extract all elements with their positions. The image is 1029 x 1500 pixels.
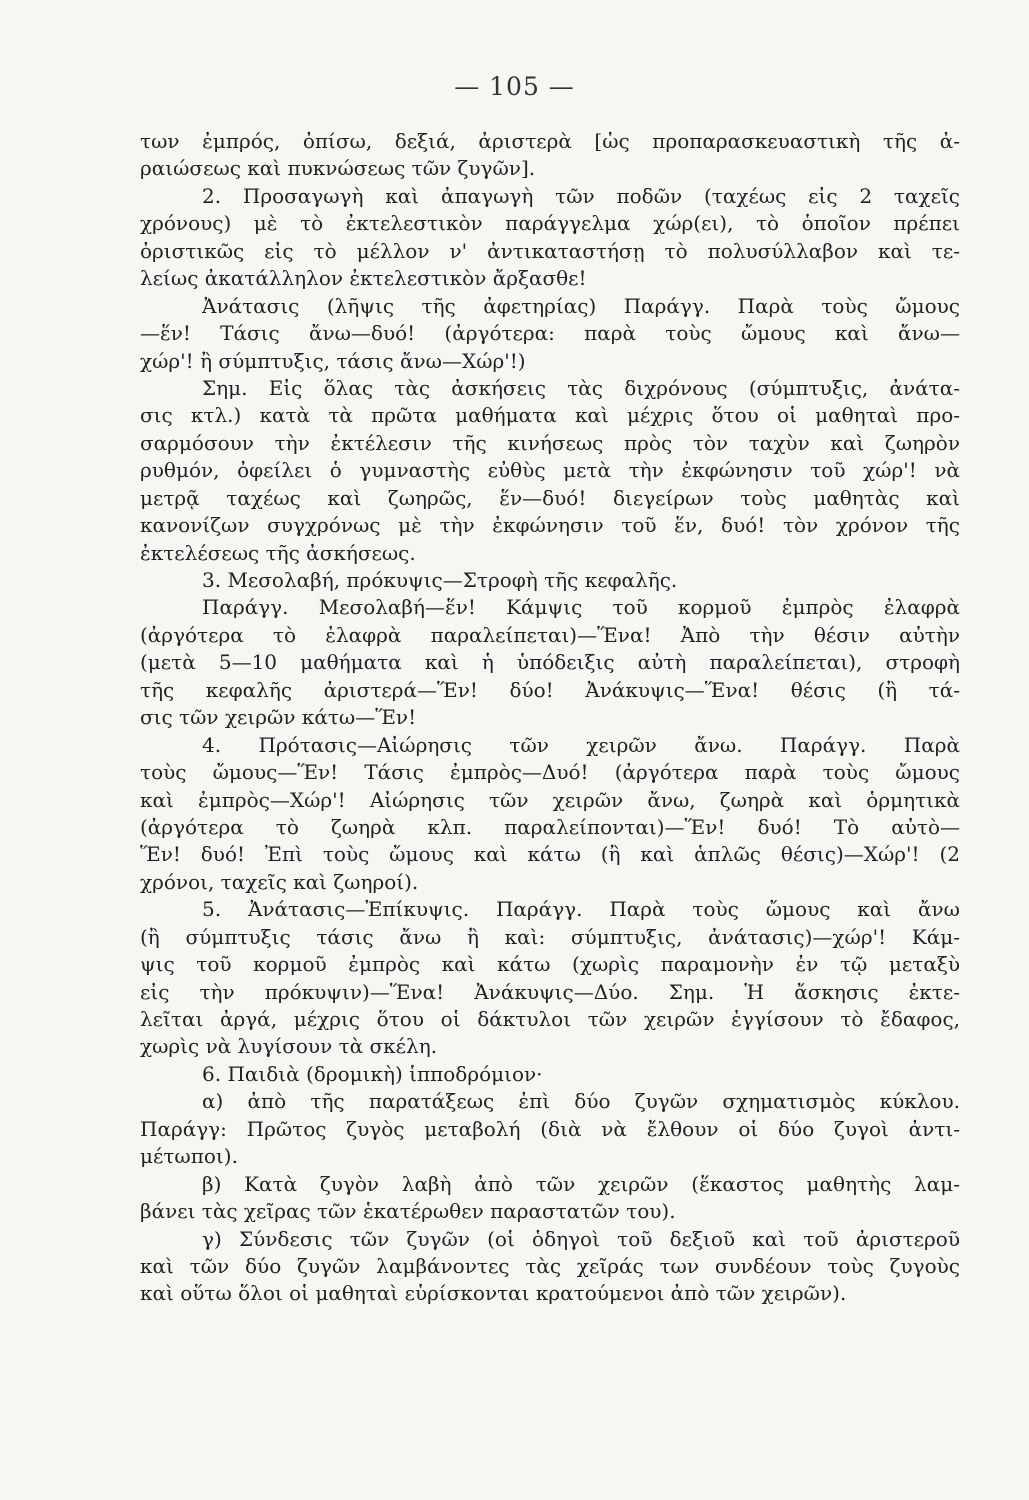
- text-line: καὶ ἐμπρὸς—Χώρ'! Αἰώρησις τῶν χειρῶν ἄνω, ζωηρὰ καὶ ὁρμητικὰ: [140, 787, 960, 812]
- text-line: 2. Προσαγωγὴ καὶ ἀπαγωγὴ τῶν ποδῶν (ταχέως εἰς 2 ταχεῖς: [202, 183, 960, 208]
- text-line: τῆς κεφαλῆς ἀριστερά—Ἕν! δύο! Ἀνάκυψις—Ἕνα! θέσις (ἢ τά-: [140, 677, 960, 702]
- text-line: Ἀνάτασις (λῆψις τῆς ἀφετηρίας) Παράγγ. Παρὰ τοὺς ὤμους: [202, 293, 960, 318]
- text-line: ψις τοῦ κορμοῦ ἐμπρὸς καὶ κάτω (χωρὶς παραμονὴν ἐν τῷ μεταξὺ: [140, 952, 960, 977]
- text-body: [140, 128, 960, 1308]
- text-line: Σημ. Εἰς ὅλας τὰς ἀσκήσεις τὰς διχρόνους (σύμπτυξις, ἀνάτα-: [202, 375, 960, 400]
- text-line: χώρ'! ἢ σύμπτυξις, τάσις ἄνω—Χώρ'!): [140, 348, 526, 373]
- text-line: σις κτλ.) κατὰ τὰ πρῶτα μαθήματα καὶ μέχρις ὅτου οἱ μαθηταὶ προ-: [140, 403, 960, 428]
- text-line: Παράγγ: Πρῶτος ζυγὸς μεταβολή (διὰ νὰ ἔλθουν οἱ δύο ζυγοὶ ἀντι-: [140, 1116, 960, 1141]
- page-number: — 105 —: [454, 72, 575, 101]
- text-line: καὶ οὕτω ὅλοι οἱ μαθηταὶ εὑρίσκονται κρατούμενοι ἀπὸ τῶν χειρῶν).: [140, 1281, 847, 1306]
- text-line: μετρᾷ ταχέως καὶ ζωηρῶς, ἕν—δυό! διεγείρων τοὺς μαθητὰς καὶ: [140, 485, 960, 510]
- text-line: 6. Παιδιὰ (δρομικὴ) ἱπποδρόμιον·: [202, 1061, 543, 1086]
- text-line: (ἀργότερα τὸ ἐλαφρὰ παραλείπεται)—Ἕνα! Ἀπὸ τὴν θέσιν αὐτὴν: [140, 622, 960, 647]
- text-line: εἰς τὴν πρόκυψιν)—Ἕνα! Ἀνάκυψις—Δύο. Σημ. Ἡ ἄσκησις ἐκτε-: [140, 979, 960, 1004]
- text-line: χρόνους) μὲ τὸ ἐκτελεστικὸν παράγγελμα χώρ(ει), τὸ ὁποῖον πρέπει: [140, 211, 960, 236]
- text-line: (μετὰ 5—10 μαθήματα καὶ ἡ ὑπόδειξις αὐτὴ παραλείπεται), στροφὴ: [140, 650, 960, 675]
- text-line: —ἕν! Τάσις ἄνω—δυό! (ἀργότερα: παρὰ τοὺς ὤμους καὶ ἄνω—: [140, 321, 960, 346]
- text-line: β) Κατὰ ζυγὸν λαβὴ ἀπὸ τῶν χειρῶν (ἕκαστος μαθητὴς λαμ-: [202, 1171, 960, 1196]
- text-line: 4. Πρότασις—Αἰώρησις τῶν χειρῶν ἄνω. Παράγγ. Παρὰ: [202, 732, 960, 757]
- text-line: ρυθμόν, ὀφείλει ὁ γυμναστὴς εὐθὺς μετὰ τὴν ἐκφώνησιν τοῦ χώρ'! νὰ: [140, 458, 960, 483]
- text-line: α) ἀπὸ τῆς παρατάξεως ἐπὶ δύο ζυγῶν σχηματισμὸς κύκλου.: [202, 1089, 960, 1114]
- text-line: 3. Μεσολαβή, πρόκυψις—Στροφὴ τῆς κεφαλῆς.: [202, 568, 678, 592]
- text-line: κανονίζων συγχρόνως μὲ τὴν ἐκφώνησιν τοῦ ἕν, δυό! τὸν χρόνον τῆς: [140, 513, 960, 538]
- text-line: (ἢ σύμπτυξις τάσις ἄνω ἢ καὶ: σύμπτυξις, ἀνάτασις)—χώρ'! Κάμ-: [140, 924, 960, 949]
- text-line: μέτωποι).: [140, 1144, 238, 1169]
- text-line: 5. Ἀνάτασις—Ἐπίκυψις. Παράγγ. Παρὰ τοὺς ὤμους καὶ ἄνω: [202, 897, 960, 922]
- text-line: ραιώσεως καὶ πυκνώσεως τῶν ζυγῶν].: [140, 156, 536, 181]
- text-line: χρόνοι, ταχεῖς καὶ ζωηροί).: [140, 869, 419, 894]
- text-line: λεῖται ἀργά, μέχρις ὅτου οἱ δάκτυλοι τῶν χειρῶν ἐγγίσουν τὸ ἔδαφος,: [140, 1007, 960, 1031]
- text-line: σις τῶν χειρῶν κάτω—Ἕν!: [140, 705, 417, 730]
- text-line: λείως ἀκατάλληλον ἐκτελεστικὸν ἄρξασθε!: [140, 266, 587, 291]
- text-line: Παράγγ. Μεσολαβή—ἕν! Κάμψις τοῦ κορμοῦ ἐμπρὸς ἐλαφρὰ: [202, 595, 960, 620]
- text-line: βάνει τὰς χεῖρας τῶν ἑκατέρωθεν παραστατῶν του).: [140, 1199, 676, 1224]
- text-line: των ἐμπρός, ὀπίσω, δεξιά, ἀριστερὰ [ὡς προπαρασκευαστικὴ τῆς ἀ-: [140, 129, 960, 153]
- text-line: Ἕν! δυό! Ἐπὶ τοὺς ὤμους καὶ κάτω (ἢ καὶ ἁπλῶς θέσις)—Χώρ'! (2: [140, 842, 960, 867]
- text-line: καὶ τῶν δύο ζυγῶν λαμβάνοντες τὰς χεῖράς των συνδέουν τοὺς ζυγοὺς: [140, 1253, 960, 1278]
- text-line: σαρμόσουν τὴν ἐκτέλεσιν τῆς κινήσεως πρὸς τὸν ταχὺν καὶ ζωηρὸν: [140, 430, 960, 455]
- text-line: τοὺς ὤμους—Ἕν! Τάσις ἐμπρὸς—Δυό! (ἀργότερα παρὰ τοὺς ὤμους: [140, 760, 960, 785]
- text-line: (ἀργότερα τὸ ζωηρὰ κλπ. παραλείπονται)—Ἕν! δυό! Τὸ αὐτὸ—: [140, 814, 960, 839]
- text-line: γ) Σύνδεσις τῶν ζυγῶν (οἱ ὁδηγοὶ τοῦ δεξιοῦ καὶ τοῦ ἀριστεροῦ: [202, 1226, 960, 1251]
- text-line: ἐκτελέσεως τῆς ἀσκήσεως.: [140, 540, 416, 565]
- text-line: χωρὶς νὰ λυγίσουν τὰ σκέλη.: [140, 1034, 438, 1059]
- text-line: ὁριστικῶς εἰς τὸ μέλλον ν' ἀντικαταστήσῃ τὸ πολυσύλλαβον καὶ τε-: [140, 238, 960, 263]
